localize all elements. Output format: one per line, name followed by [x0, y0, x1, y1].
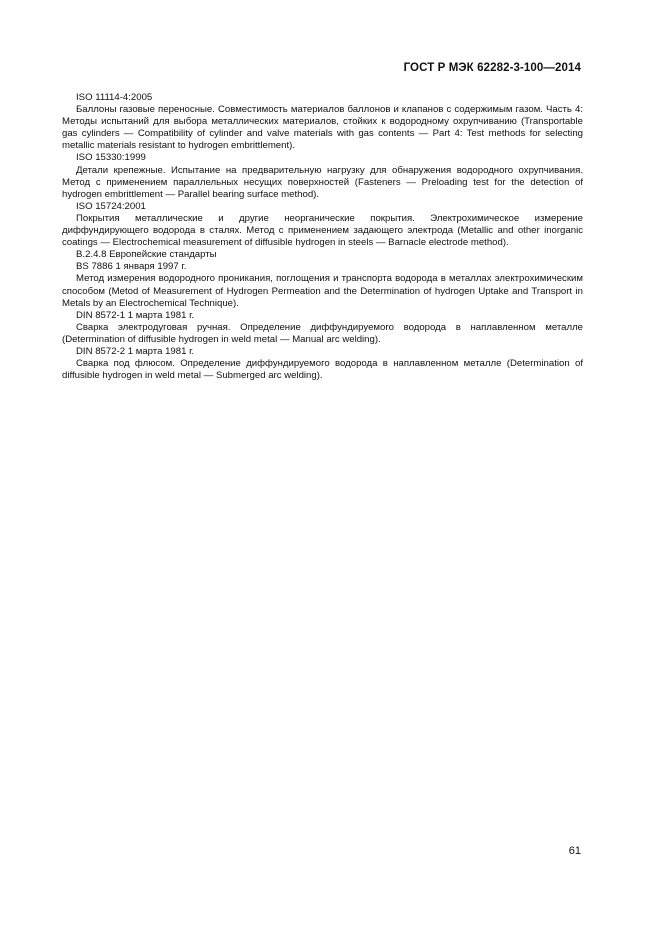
standard-code: BS 7886 1 января 1997 г.: [76, 261, 187, 273]
standard-description: Сварка под флюсом. Определение диффундируемого водорода в наплавленном металле (Determination of diffusible hydrogen in weld metal — Submerged arc welding).: [62, 358, 583, 382]
standard-code: ISO 15330:1999: [76, 152, 146, 164]
page-number: 61: [568, 845, 581, 857]
standard-code: ISO 15724:2001: [76, 200, 146, 212]
standard-description: Детали крепежные. Испытание на предварительную нагрузку для обнаружения водородного охрупчивания. Метод с применением параллельных несущих поверхностей (Fasteners — Preloading test for the detection of hydrogen embrittlement — Parallel bearing surface method).: [62, 164, 583, 200]
document-header: ГОСТ Р МЭК 62282-3-100—2014: [403, 62, 581, 74]
section-heading: B.2.4.8 Европейские стандарты: [76, 249, 217, 261]
standard-code: DIN 8572-2 1 марта 1981 г.: [76, 345, 195, 357]
document-body: [62, 92, 583, 382]
standard-description: Баллоны газовые переносные. Совместимость материалов баллонов и клапанов с содержимым газом. Часть 4: Методы испытаний для выбора металлических материалов, стойких к водородному охрупчиванию (Transportable gas cylinders — Compatibility of cylinder and valve materials with gas contents — Part 4: Test methods for selecting metallic materials resistant to hydrogen embrittlement).: [62, 104, 583, 152]
standard-code: ISO 11114-4:2005: [76, 92, 153, 103]
standard-description: Сварка электродуговая ручная. Определение диффундируемого водорода в наплавленном металле (Determination of diffusible hydrogen in weld metal — Manual arc welding).: [62, 321, 583, 345]
standard-code: DIN 8572-1 1 марта 1981 г.: [76, 309, 195, 321]
standard-description: Покрытия металлические и другие неорганические покрытия. Электрохимическое измерение диффундирующего водорода в сталях. Метод с применением задающего электрода (Metallic and other inorganic coatings — Electrochemical measurement of diffusible hydrogen in steels — Barnacle electrode method).: [62, 212, 583, 249]
standard-description: Метод измерения водородного проникания, поглощения и транспорта водорода в металлах электрохимическим способом (Metod of Measurement of Hydrogen Permeation and the Determination of hydrogen Uptake and Transport in Metals by an Electrochemical Technique).: [62, 273, 583, 309]
